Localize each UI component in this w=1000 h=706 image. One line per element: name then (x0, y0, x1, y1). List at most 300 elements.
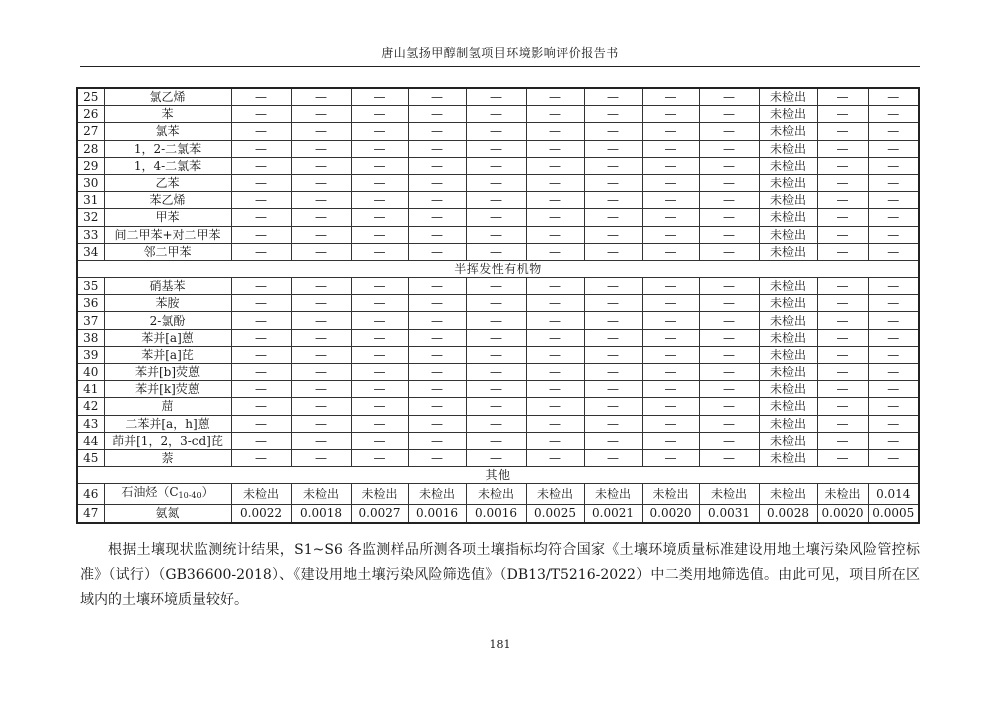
result-dash: — (584, 278, 642, 295)
result-dash: — (291, 123, 351, 140)
result-dash: — (817, 123, 868, 140)
result-dash: — (466, 192, 526, 209)
result-dash: — (291, 415, 351, 432)
result-dash: — (817, 398, 868, 415)
result-dash: — (868, 432, 919, 449)
result-dash: — (526, 346, 584, 363)
result-dash: — (466, 243, 526, 260)
result-dash: — (351, 415, 408, 432)
result-not-detected: 未检出 (759, 157, 817, 174)
result-value: 0.0028 (759, 505, 817, 523)
result-dash: — (642, 381, 699, 398)
result-dash: — (699, 157, 759, 174)
result-dash: — (291, 174, 351, 191)
result-dash: — (699, 209, 759, 226)
result-dash: — (466, 398, 526, 415)
compound-name: 甲苯 (104, 209, 231, 226)
result-value: 0.0016 (466, 505, 526, 523)
result-dash: — (408, 88, 466, 106)
result-dash: — (817, 364, 868, 381)
result-dash: — (868, 140, 919, 157)
compound-name-prefix: 石油烃（C (121, 485, 179, 500)
result-not-detected: 未检出 (759, 106, 817, 123)
result-dash: — (231, 192, 291, 209)
table-row (77, 364, 919, 381)
table-row (77, 505, 919, 523)
compound-name: 乙苯 (104, 174, 231, 191)
result-not-detected: 未检出 (759, 88, 817, 106)
row-number: 46 (77, 484, 104, 505)
result-dash: — (526, 364, 584, 381)
result-dash: — (642, 329, 699, 346)
result-dash: — (351, 364, 408, 381)
result-dash: — (584, 192, 642, 209)
table-row (77, 157, 919, 174)
result-dash: — (817, 278, 868, 295)
compound-name: 苯乙烯 (104, 192, 231, 209)
result-dash: — (231, 329, 291, 346)
row-number: 29 (77, 157, 104, 174)
result-not-detected: 未检出 (759, 295, 817, 312)
table-row (77, 192, 919, 209)
table-row (77, 449, 919, 466)
result-dash: — (408, 192, 466, 209)
result-dash: — (466, 346, 526, 363)
result-dash: — (291, 312, 351, 329)
result-value: 未检出 (351, 484, 408, 505)
result-dash: — (699, 140, 759, 157)
result-value: 0.0020 (642, 505, 699, 523)
result-dash: — (642, 226, 699, 243)
compound-name: 氯苯 (104, 123, 231, 140)
result-dash: — (526, 157, 584, 174)
result-dash: — (868, 88, 919, 106)
table-row (77, 243, 919, 260)
result-dash: — (231, 364, 291, 381)
result-dash: — (868, 346, 919, 363)
result-dash: — (408, 106, 466, 123)
result-value: 0.0025 (526, 505, 584, 523)
result-dash: — (526, 312, 584, 329)
result-not-detected: 未检出 (759, 415, 817, 432)
result-dash: — (642, 364, 699, 381)
result-dash: — (351, 243, 408, 260)
result-value: 0.0022 (231, 505, 291, 523)
result-dash: — (584, 415, 642, 432)
result-dash: — (642, 398, 699, 415)
result-dash: — (466, 226, 526, 243)
result-dash: — (817, 88, 868, 106)
row-number: 25 (77, 88, 104, 106)
result-dash: — (699, 88, 759, 106)
table-row (77, 278, 919, 295)
result-dash: — (817, 432, 868, 449)
result-dash: — (699, 398, 759, 415)
result-dash: — (291, 157, 351, 174)
result-dash: — (466, 123, 526, 140)
result-dash: — (699, 278, 759, 295)
table-row (77, 312, 919, 329)
result-not-detected: 未检出 (759, 381, 817, 398)
result-dash: — (351, 123, 408, 140)
result-value: 未检出 (408, 484, 466, 505)
result-dash: — (699, 346, 759, 363)
result-dash: — (351, 381, 408, 398)
result-dash: — (584, 140, 642, 157)
compound-name: 苯并[a]蒽 (104, 329, 231, 346)
result-dash: — (291, 209, 351, 226)
result-dash: — (231, 174, 291, 191)
compound-name: 二苯并[a，h]蒽 (104, 415, 231, 432)
result-dash: — (466, 278, 526, 295)
result-dash: — (642, 209, 699, 226)
result-dash: — (817, 346, 868, 363)
result-not-detected: 未检出 (759, 449, 817, 466)
compound-name: 间二甲苯+对二甲苯 (104, 226, 231, 243)
table-row (77, 88, 919, 106)
result-not-detected: 未检出 (759, 364, 817, 381)
result-dash: — (526, 174, 584, 191)
result-dash: — (584, 346, 642, 363)
result-dash: — (291, 140, 351, 157)
result-dash: — (291, 449, 351, 466)
result-dash: — (231, 449, 291, 466)
result-dash: — (526, 278, 584, 295)
result-dash: — (526, 192, 584, 209)
result-dash: — (868, 106, 919, 123)
result-dash: — (526, 209, 584, 226)
result-dash: — (351, 312, 408, 329)
result-dash: — (868, 381, 919, 398)
result-value: 未检出 (231, 484, 291, 505)
result-value: 0.0027 (351, 505, 408, 523)
result-dash: — (466, 295, 526, 312)
row-number: 43 (77, 415, 104, 432)
result-dash: — (291, 295, 351, 312)
result-dash: — (231, 432, 291, 449)
row-number: 39 (77, 346, 104, 363)
result-dash: — (351, 432, 408, 449)
row-number: 30 (77, 174, 104, 191)
compound-name: 苯 (104, 106, 231, 123)
result-dash: — (408, 226, 466, 243)
section-row (77, 260, 919, 277)
result-dash: — (408, 364, 466, 381)
result-dash: — (584, 432, 642, 449)
result-dash: — (642, 278, 699, 295)
row-number: 32 (77, 209, 104, 226)
row-number: 40 (77, 364, 104, 381)
row-number: 28 (77, 140, 104, 157)
result-dash: — (351, 209, 408, 226)
result-dash: — (408, 432, 466, 449)
table-row (77, 174, 919, 191)
result-dash: — (466, 88, 526, 106)
compound-name: 邻二甲苯 (104, 243, 231, 260)
result-dash: — (526, 415, 584, 432)
result-dash: — (584, 226, 642, 243)
result-dash: — (231, 88, 291, 106)
result-dash: — (584, 243, 642, 260)
result-value: 0.014 (868, 484, 919, 505)
result-value: 0.0005 (868, 505, 919, 523)
result-dash: — (642, 415, 699, 432)
result-value: 未检出 (466, 484, 526, 505)
result-dash: — (408, 209, 466, 226)
result-dash: — (526, 106, 584, 123)
result-dash: — (699, 226, 759, 243)
result-dash: — (526, 295, 584, 312)
result-not-detected: 未检出 (759, 329, 817, 346)
result-dash: — (526, 449, 584, 466)
result-dash: — (231, 312, 291, 329)
result-dash: — (642, 140, 699, 157)
result-dash: — (817, 174, 868, 191)
result-dash: — (351, 329, 408, 346)
row-number: 45 (77, 449, 104, 466)
result-dash: — (526, 226, 584, 243)
result-dash: — (699, 312, 759, 329)
result-dash: — (408, 449, 466, 466)
table-row (77, 415, 919, 432)
result-dash: — (408, 312, 466, 329)
compound-name-suffix: ） (201, 485, 214, 500)
result-dash: — (699, 174, 759, 191)
result-dash: — (526, 398, 584, 415)
result-dash: — (699, 106, 759, 123)
row-number: 37 (77, 312, 104, 329)
result-dash: — (868, 398, 919, 415)
result-not-detected: 未检出 (759, 346, 817, 363)
result-dash: — (642, 432, 699, 449)
compound-name: 萘 (104, 449, 231, 466)
compound-name: 苯并[a]芘 (104, 346, 231, 363)
result-dash: — (817, 312, 868, 329)
result-dash: — (584, 88, 642, 106)
result-dash: — (817, 226, 868, 243)
row-number: 35 (77, 278, 104, 295)
result-dash: — (408, 329, 466, 346)
result-dash: — (526, 88, 584, 106)
result-dash: — (466, 140, 526, 157)
result-dash: — (642, 88, 699, 106)
result-not-detected: 未检出 (759, 226, 817, 243)
result-value: 未检出 (584, 484, 642, 505)
row-number: 41 (77, 381, 104, 398)
result-dash: — (868, 123, 919, 140)
conclusion-paragraph: 根据土壤现状监测统计结果，S1~S6 各监测样品所测各项土壤指标均符合国家《土壤环境质量标准建设用地土壤污染风险管控标准》（试行）（GB36600-2018）、《建设用地土壤污染风险筛选值》（DB13/T5216-2022）中二类用地筛选值。由此可见，项目所在区域内的土壤环境质量较好。 (80, 542, 920, 608)
row-number: 26 (77, 106, 104, 123)
result-dash: — (642, 346, 699, 363)
result-dash: — (231, 398, 291, 415)
result-value: 未检出 (759, 484, 817, 505)
result-dash: — (642, 243, 699, 260)
result-dash: — (817, 157, 868, 174)
result-dash: — (231, 140, 291, 157)
row-number: 34 (77, 243, 104, 260)
result-value: 未检出 (291, 484, 351, 505)
compound-name: 苯胺 (104, 295, 231, 312)
result-dash: — (699, 432, 759, 449)
result-dash: — (817, 140, 868, 157)
result-dash: — (868, 209, 919, 226)
result-dash: — (584, 364, 642, 381)
result-dash: — (868, 415, 919, 432)
result-dash: — (868, 192, 919, 209)
result-dash: — (699, 192, 759, 209)
result-dash: — (408, 295, 466, 312)
result-dash: — (351, 449, 408, 466)
table-row (77, 123, 919, 140)
result-dash: — (466, 381, 526, 398)
result-dash: — (584, 106, 642, 123)
result-dash: — (642, 106, 699, 123)
result-dash: — (351, 346, 408, 363)
result-dash: — (584, 398, 642, 415)
row-number: 38 (77, 329, 104, 346)
result-dash: — (699, 364, 759, 381)
table-row (77, 106, 919, 123)
result-dash: — (291, 106, 351, 123)
result-dash: — (291, 364, 351, 381)
result-dash: — (351, 140, 408, 157)
row-number: 44 (77, 432, 104, 449)
result-not-detected: 未检出 (817, 484, 868, 505)
result-dash: — (642, 312, 699, 329)
result-dash: — (291, 278, 351, 295)
result-dash: — (408, 278, 466, 295)
result-dash: — (466, 329, 526, 346)
result-dash: — (868, 449, 919, 466)
result-dash: — (291, 226, 351, 243)
table-row (77, 226, 919, 243)
result-dash: — (231, 381, 291, 398)
result-dash: — (699, 415, 759, 432)
section-header-svoc: 半挥发性有机物 (77, 260, 919, 277)
result-not-detected: 未检出 (759, 123, 817, 140)
result-dash: — (526, 123, 584, 140)
result-dash: — (817, 295, 868, 312)
result-dash: — (351, 278, 408, 295)
result-dash: — (817, 209, 868, 226)
compound-name: 氨氮 (104, 505, 231, 523)
result-dash: — (466, 106, 526, 123)
result-value: 0.0021 (584, 505, 642, 523)
table-row (77, 432, 919, 449)
result-dash: — (699, 295, 759, 312)
compound-name: 硝基苯 (104, 278, 231, 295)
result-not-detected: 未检出 (759, 432, 817, 449)
result-dash: — (231, 346, 291, 363)
result-dash: — (408, 415, 466, 432)
result-not-detected: 未检出 (759, 140, 817, 157)
result-dash: — (584, 157, 642, 174)
result-dash: — (642, 295, 699, 312)
result-dash: — (466, 174, 526, 191)
result-not-detected: 未检出 (759, 278, 817, 295)
result-dash: — (699, 449, 759, 466)
result-dash: — (351, 295, 408, 312)
result-dash: — (642, 192, 699, 209)
result-dash: — (231, 157, 291, 174)
result-dash: — (291, 329, 351, 346)
table-row (77, 209, 919, 226)
compound-name (104, 484, 231, 505)
result-not-detected: 未检出 (759, 174, 817, 191)
row-number: 47 (77, 505, 104, 523)
result-value: 未检出 (526, 484, 584, 505)
result-dash: — (466, 449, 526, 466)
result-dash: — (351, 174, 408, 191)
row-number: 36 (77, 295, 104, 312)
result-dash: — (584, 312, 642, 329)
result-dash: — (408, 123, 466, 140)
result-dash: — (408, 381, 466, 398)
result-dash: — (868, 243, 919, 260)
result-dash: — (584, 381, 642, 398)
result-dash: — (466, 432, 526, 449)
result-dash: — (526, 140, 584, 157)
result-dash: — (642, 449, 699, 466)
result-dash: — (868, 278, 919, 295)
result-not-detected: 未检出 (759, 398, 817, 415)
result-dash: — (466, 415, 526, 432)
result-dash: — (408, 174, 466, 191)
compound-name: 1，2-二氯苯 (104, 140, 231, 157)
result-dash: — (408, 243, 466, 260)
result-dash: — (868, 226, 919, 243)
result-dash: — (817, 329, 868, 346)
result-dash: — (351, 226, 408, 243)
result-dash: — (291, 243, 351, 260)
result-dash: — (642, 174, 699, 191)
result-not-detected: 未检出 (759, 243, 817, 260)
table-row (77, 398, 919, 415)
result-value: 0.0031 (699, 505, 759, 523)
soil-monitoring-table (76, 87, 920, 524)
result-dash: — (642, 123, 699, 140)
result-dash: — (231, 415, 291, 432)
result-dash: — (291, 346, 351, 363)
result-dash: — (231, 106, 291, 123)
result-dash: — (868, 295, 919, 312)
result-dash: — (868, 174, 919, 191)
section-row (77, 467, 919, 484)
result-dash: — (351, 88, 408, 106)
result-dash: — (351, 398, 408, 415)
result-dash: — (817, 106, 868, 123)
result-dash: — (231, 295, 291, 312)
result-dash: — (817, 449, 868, 466)
result-dash: — (584, 449, 642, 466)
result-value: 未检出 (642, 484, 699, 505)
result-dash: — (584, 209, 642, 226)
result-dash: — (584, 174, 642, 191)
row-number: 31 (77, 192, 104, 209)
result-dash: — (351, 106, 408, 123)
result-dash: — (584, 295, 642, 312)
result-dash: — (466, 209, 526, 226)
table-row (77, 381, 919, 398)
result-dash: — (231, 123, 291, 140)
table-row (77, 329, 919, 346)
result-dash: — (291, 398, 351, 415)
compound-name: 苯并[k]荧蒽 (104, 381, 231, 398)
result-dash: — (466, 312, 526, 329)
result-dash: — (231, 209, 291, 226)
result-not-detected: 未检出 (759, 209, 817, 226)
page-number: 181 (489, 638, 511, 651)
